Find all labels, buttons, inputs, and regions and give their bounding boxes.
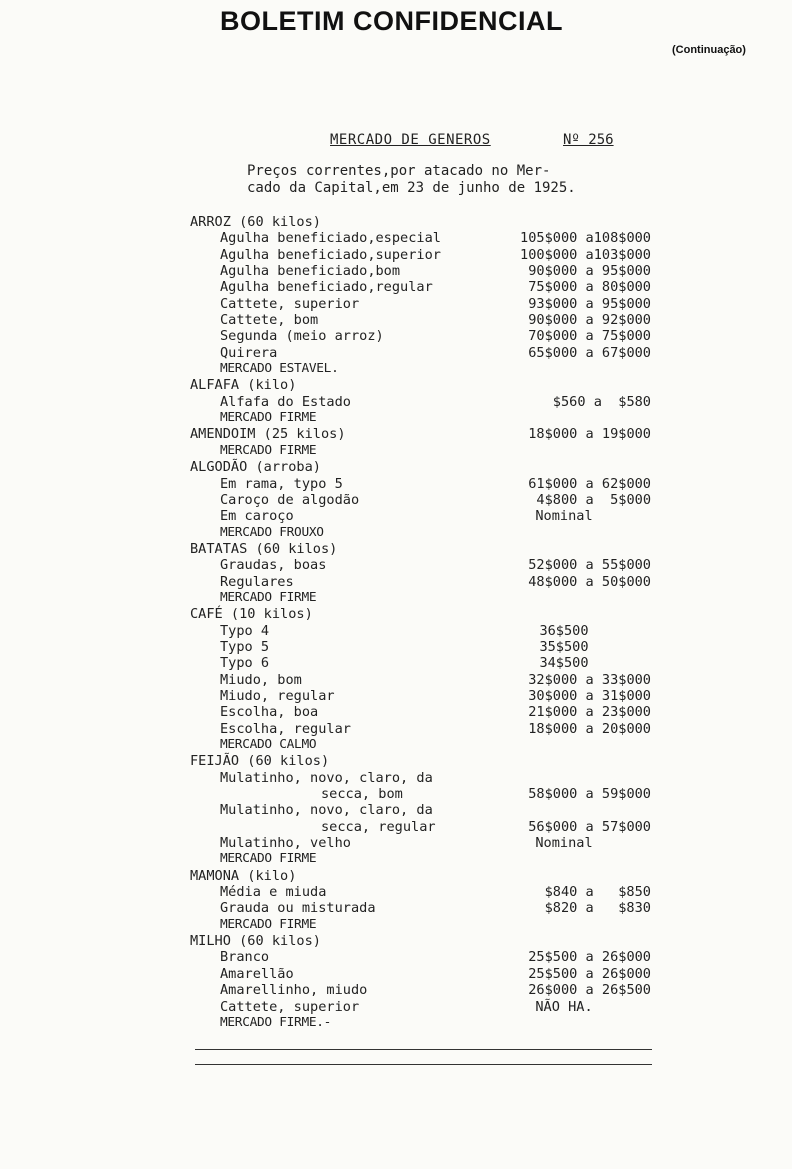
price-row [0,786,792,802]
price-row [0,884,792,900]
price-value: 18$000 a 19$000 [528,426,651,443]
product-label: Em rama, typo 5 [220,475,343,492]
price-row [0,247,792,263]
category-label: AMENDOIM (25 kilos) [190,426,346,443]
price-value: 25$500 a 26$000 [528,949,651,966]
price-value: 21$000 a 23$000 [528,704,651,721]
price-row [0,802,792,818]
intro-line-1: Preços correntes,por atacado no Mer- [247,163,551,179]
market-status: MERCADO FIRME [220,410,317,426]
section-title: MERCADO DE GENEROS [330,132,491,148]
market-status: MERCADO FIRME [220,916,317,932]
price-value: 65$000 a 67$000 [528,344,651,361]
price-value: 36$500 [539,622,589,639]
price-row [0,672,792,688]
price-value: NÃO HA. [535,998,593,1015]
price-row [0,508,792,524]
price-row [0,492,792,508]
product-label: Typo 6 [220,655,270,672]
price-value: 70$000 a 75$000 [528,328,651,345]
price-row [0,312,792,328]
price-row [0,819,792,835]
category-row [0,377,792,393]
price-row [0,476,792,492]
price-row [0,966,792,982]
price-value: $840 a $850 [544,884,651,901]
market-status: MERCADO FIRME [220,589,317,605]
product-label: Caroço de algodão [220,491,360,508]
price-row [0,949,792,965]
category-label: CAFÉ (10 kilos) [190,606,313,623]
price-value: $560 a $580 [552,393,651,410]
price-value: 105$000 a108$000 [520,230,651,247]
price-row [0,296,792,312]
product-label: Regulares [220,573,294,590]
price-value: 30$000 a 31$000 [528,687,651,704]
closing-rule-top [195,1049,652,1050]
product-label: Alfafa do Estado [220,393,351,410]
price-value: 35$500 [539,638,589,655]
product-label: Mulatinho, velho [220,835,351,852]
category-row [0,868,792,884]
category-label: ALFAFA (kilo) [190,377,297,394]
price-row [0,655,792,671]
category-row [0,606,792,622]
product-label: Escolha, boa [220,704,319,721]
category-label: ALGODÃO (arroba) [190,459,321,476]
price-row [0,704,792,720]
price-value: 90$000 a 95$000 [528,263,651,280]
price-value: 26$000 a 26$500 [528,982,651,999]
price-row [0,328,792,344]
product-label: Escolha, regular [220,720,351,737]
price-row [0,639,792,655]
price-row [0,688,792,704]
category-row [0,933,792,949]
product-label: Segunda (meio arroz) [220,328,384,345]
price-value: Nominal [535,835,593,852]
price-value: 25$500 a 26$000 [528,965,651,982]
category-label: FEIJÃO (60 kilos) [190,753,330,770]
price-row [0,721,792,737]
market-status-row [0,525,792,541]
product-label: Grauda ou misturada [220,900,376,917]
price-row [0,982,792,998]
product-label: Agulha beneficiado,regular [220,279,433,296]
intro-line-2: cado da Capital,em 23 de junho de 1925. [247,180,576,196]
closing-rule-bottom [195,1064,652,1065]
product-label: Miudo, bom [220,671,302,688]
price-value: Nominal [535,508,593,525]
market-status: MERCADO CALMO [220,737,317,752]
category-row [0,541,792,557]
product-label: secca, bom [321,786,403,803]
market-status-row [0,410,792,426]
product-label: Typo 4 [220,622,270,639]
category-row [0,459,792,475]
product-label: Mulatinho, novo, claro, da [220,769,433,786]
market-status: MERCADO FROUXO [220,524,324,540]
price-row [0,345,792,361]
price-value: 34$500 [539,655,589,672]
price-value: 4$800 a 5$000 [536,491,651,508]
product-label: Typo 5 [220,638,270,655]
product-label: Amarellinho, miudo [220,982,368,999]
product-label: Graudas, boas [220,557,327,574]
price-value: 18$000 a 20$000 [528,720,651,737]
issue-number: Nº 256 [563,132,614,148]
product-label: Média e miuda [220,884,327,901]
product-label: Cattete, superior [220,998,360,1015]
product-label: Cattete, bom [220,312,319,329]
price-row [0,263,792,279]
price-row [0,394,792,410]
product-label: secca, regular [321,818,436,835]
market-status-row [0,1015,792,1031]
market-status-row [0,851,792,867]
price-row [0,835,792,851]
market-status-row [0,443,792,459]
price-row [0,623,792,639]
market-status-row [0,737,792,753]
category-label: ARROZ (60 kilos) [190,214,321,230]
market-status: MERCADO FIRME.- [220,1014,332,1030]
price-row [0,230,792,246]
product-label: Em caroço [220,508,294,525]
product-label: Miudo, regular [220,687,335,704]
category-label: BATATAS (60 kilos) [190,540,338,557]
price-row [0,557,792,573]
product-label: Mulatinho, novo, claro, da [220,802,433,819]
product-label: Agulha beneficiado,bom [220,263,401,280]
price-value: 48$000 a 50$000 [528,573,651,590]
product-label: Amarellão [220,965,294,982]
price-value: 32$000 a 33$000 [528,671,651,688]
category-label: MAMONA (kilo) [190,867,297,884]
category-label: MILHO (60 kilos) [190,933,321,950]
price-list [0,214,792,1031]
product-label: Quirera [220,344,278,361]
category-row [0,426,792,442]
product-label: Agulha beneficiado,especial [220,230,441,247]
intro-paragraph [247,163,576,197]
market-status-row [0,917,792,933]
price-value: 58$000 a 59$000 [528,786,651,803]
category-row [0,214,792,230]
product-label: Agulha beneficiado,superior [220,246,441,263]
price-value: 90$000 a 92$000 [528,312,651,329]
price-value: 93$000 a 95$000 [528,295,651,312]
market-status: MERCADO FIRME [220,442,317,458]
price-row [0,900,792,916]
price-row [0,770,792,786]
price-value: 61$000 a 62$000 [528,475,651,492]
bulletin-title: BOLETIM CONFIDENCIAL [220,6,563,36]
market-status-row [0,361,792,377]
price-value: 52$000 a 55$000 [528,557,651,574]
product-label: Cattete, superior [220,295,360,312]
price-value: 100$000 a103$000 [520,246,651,263]
price-row [0,574,792,590]
price-row [0,999,792,1015]
price-row [0,279,792,295]
category-row [0,753,792,769]
continuation-note: (Continuação) [672,44,746,56]
market-status: MERCADO ESTAVEL. [220,361,339,377]
market-status-row [0,590,792,606]
price-value: $820 a $830 [544,900,651,917]
price-value: 75$000 a 80$000 [528,279,651,296]
market-status: MERCADO FIRME [220,851,317,867]
price-value: 56$000 a 57$000 [528,818,651,835]
product-label: Branco [220,949,270,966]
